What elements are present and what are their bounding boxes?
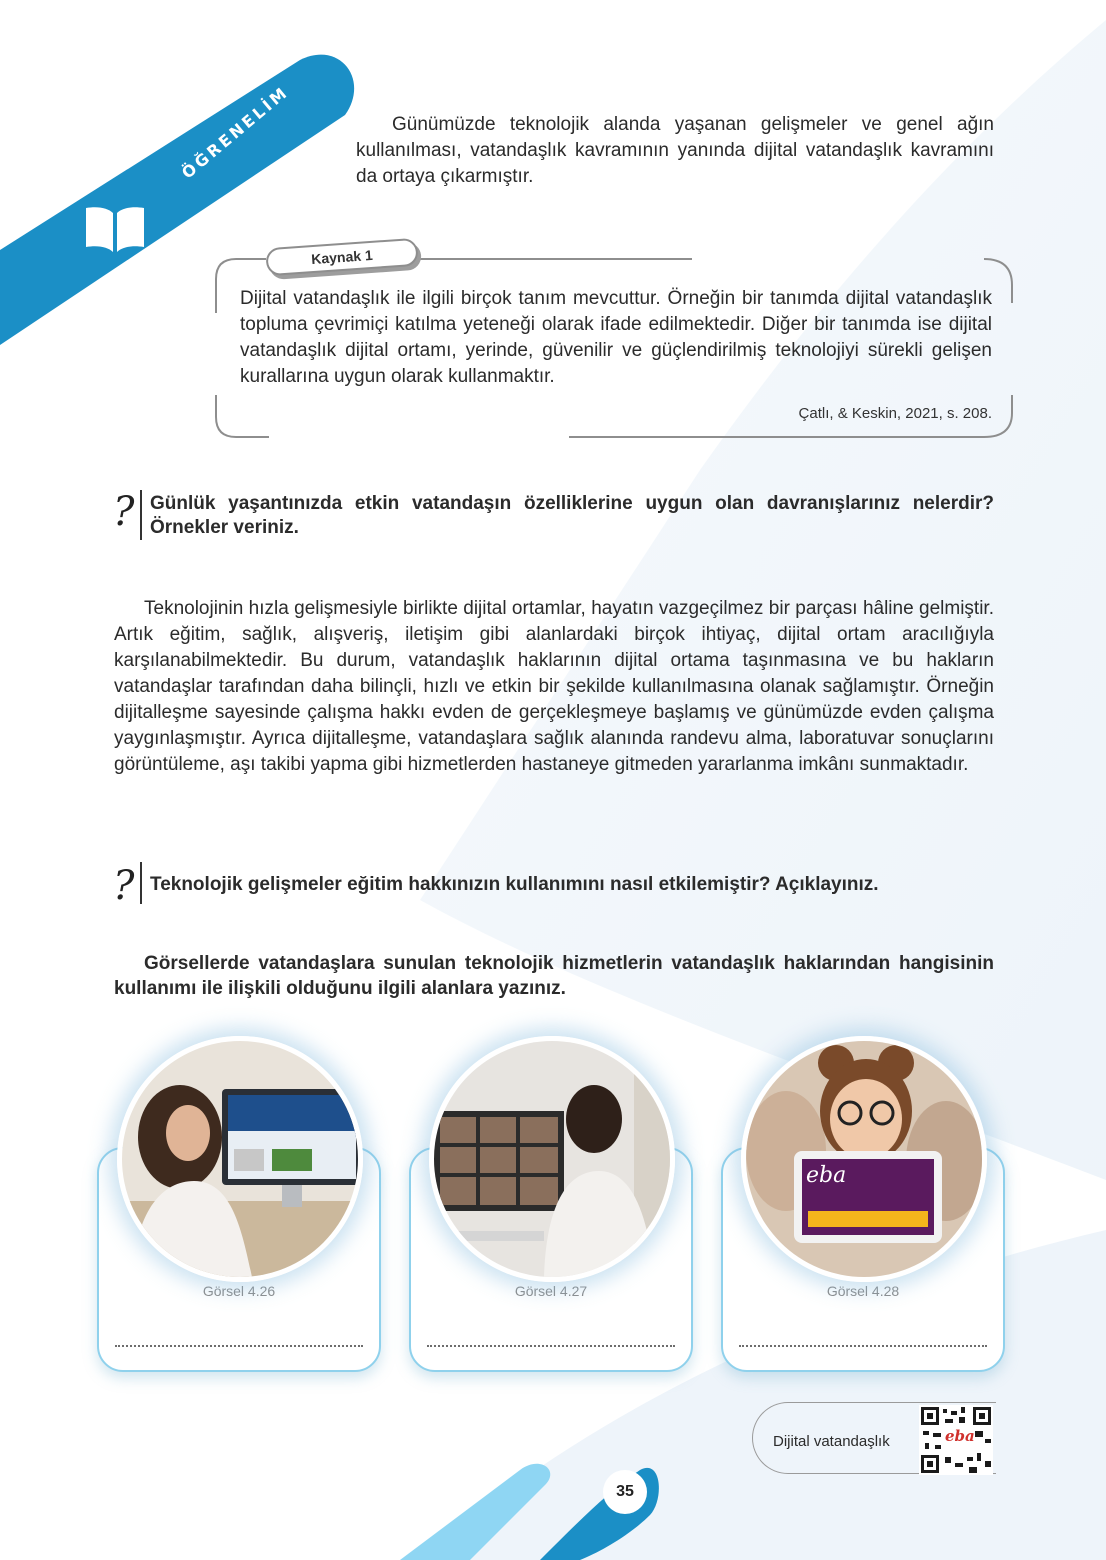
intro-paragraph: Günümüzde teknolojik alanda yaşanan gelişmeler ve genel ağın kullanılması, vatandaşlık kavramının yanında dijital vatandaşlık kavramını da ortaya çıkarmıştır. [356,114,994,187]
eba-logo: eba [945,1427,975,1445]
source-tab: Kaynak 1 [265,238,419,277]
image-caption: Görsel 4.28 [826,1283,900,1299]
answer-line[interactable] [115,1345,363,1347]
answer-line[interactable] [427,1345,675,1347]
eba-logo: eba [806,1163,847,1188]
image-caption: Görsel 4.27 [514,1283,588,1299]
answer-line[interactable] [739,1345,987,1347]
woman-at-computer-photo [117,1036,363,1282]
image-caption: Görsel 4.26 [202,1283,276,1299]
question-mark-icon: ? [113,863,135,909]
body-paragraph: Teknolojinin hızla gelişmesiyle birlikte dijital ortamlar, hayatın vazgeçilmez bir parçası hâline gelmiştir. Artık eğitim, sağlık, alışveriş, iletişim gibi alanlardaki birçok ihtiyaç, dijital ortam aracılığıyla karşılanabilmektedir. Bu durum, vatandaşlık haklarının dijital ortama taşınmasına ve bu hakların vatandaşlar tarafından daha bilinçli, hızlı ve etkin bir şekilde kullanılmasına olanak sağlamıştır. Örneğin dijitalleşme sayesinde çalışma hakkı evden de gerçekleşmeye başlamış ve günümüzde evden çalışma yaygınlaşmıştır. Ayrıca dijitalleşme, vatandaşlara sağlık alanında randevu alma, laboratuvar sonuçlarını görüntüleme, aşı takibi yapma gibi hizmetlerden hastaneye gitmeden yararlanma imkânı sunmaktadır. [114,598,994,775]
question-1: Günlük yaşantınızda etkin vatandaşın özelliklerine uygun olan davranışlarınız nelerdir? Örnekler veriniz. [150,493,994,538]
source-citation: Çatlı, & Keskin, 2021, s. 208. [798,405,992,422]
question-mark-icon: ? [113,489,135,535]
source-box [214,246,1014,441]
qr-label: Dijital vatandaşlık [773,1433,890,1450]
video-conference-photo [429,1036,675,1282]
qr-link-box[interactable] [752,1402,996,1474]
task-instruction: Görsellerde vatandaşlara sunulan teknolojik hizmetlerin vatandaşlık haklarından hangisinin kullanımı ile ilişkili olduğunu ilgili alanlara yazınız. [114,953,994,999]
girl-with-eba-tablet-photo [741,1036,987,1282]
question-divider [140,490,142,540]
open-book-icon [84,204,146,256]
source-text: Dijital vatandaşlık ile ilgili birçok tanım mevcuttur. Örneğin bir tanımda dijital vatandaşlık topluma çevrimiçi katılma yeteneği olarak ifade edilmektedir. Diğer bir tanımda ise dijital vatandaşlık dijital ortamı, yerinde, güvenilir ve güçlendirilmiş teknolojiyi sürekli gelişen kurallarına uygun olarak kullanmaktır. [240,288,992,387]
section-ribbon-label: ÖĞRENELİM [178,82,293,183]
page-number: 35 [603,1470,647,1514]
question-2: Teknolojik gelişmeler eğitim hakkınızın kullanımını nasıl etkilemiştir? Açıklayınız. [150,874,879,895]
question-divider [140,862,142,904]
